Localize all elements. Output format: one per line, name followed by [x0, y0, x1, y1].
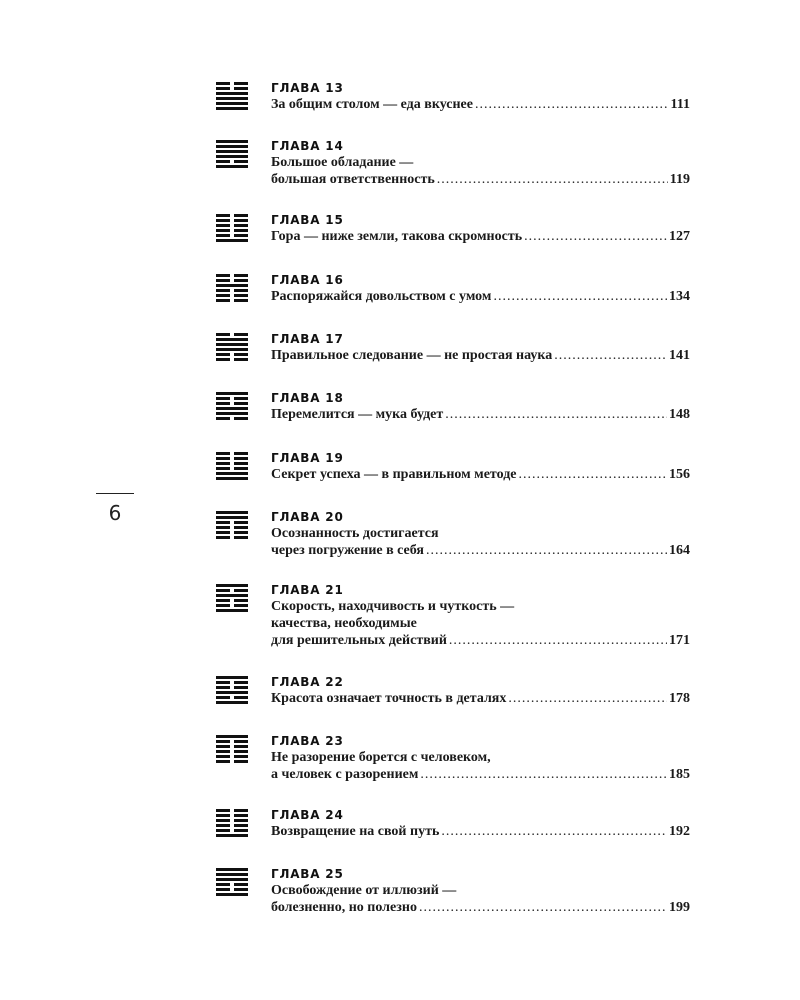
- chapter-title-line: болезненно, но полезно: [271, 900, 417, 915]
- hexagram-icon: [216, 584, 248, 614]
- page-number: 6: [108, 501, 122, 525]
- chapter-title-line: Освобождение от иллюзий —: [271, 883, 457, 898]
- chapter-title-line: Большое обладание —: [271, 155, 414, 170]
- chapter-page-number: 185: [669, 767, 690, 782]
- dot-leader: [524, 228, 667, 245]
- chapter-title-line: Гора — ниже земли, такова скромность: [271, 229, 523, 244]
- chapter-title-row: [271, 542, 690, 559]
- chapter-title-line: Правильное следование — не простая наука: [271, 348, 553, 363]
- hexagram-icon: [216, 511, 248, 541]
- hexagram-icon: [216, 809, 248, 839]
- chapter-label: ГЛАВА 15: [271, 213, 344, 227]
- chapter-title-line: Скорость, находчивость и чуткость —: [271, 599, 515, 614]
- chapter-title-line: через погружение в себя: [271, 543, 424, 558]
- dot-leader: [519, 466, 667, 483]
- dot-leader: [441, 823, 667, 840]
- dot-leader: [426, 542, 667, 559]
- chapter-label: ГЛАВА 16: [271, 273, 344, 287]
- chapter-page-number: 171: [669, 633, 690, 648]
- chapter-page-number: 199: [669, 900, 690, 915]
- chapter-page-number: 141: [669, 348, 690, 363]
- chapter-title-row: [271, 406, 690, 423]
- chapter-title-row: [271, 96, 690, 113]
- chapter-label: ГЛАВА 25: [271, 867, 344, 881]
- hexagram-icon: [216, 868, 248, 898]
- chapter-page-number: 148: [669, 407, 690, 422]
- chapter-label: ГЛАВА 18: [271, 391, 344, 405]
- chapter-title-line: качества, необходимые: [271, 616, 417, 631]
- chapter-title-row: [271, 823, 690, 840]
- chapter-title-row: [271, 171, 690, 188]
- chapter-title-line: а человек с разорением: [271, 767, 419, 782]
- hexagram-icon: [216, 392, 248, 422]
- dot-leader: [475, 96, 669, 113]
- chapter-label: ГЛАВА 21: [271, 583, 344, 597]
- hexagram-icon: [216, 452, 248, 482]
- chapter-label: ГЛАВА 20: [271, 510, 344, 524]
- chapter-title-line: большая ответственность: [271, 172, 435, 187]
- hexagram-icon: [216, 274, 248, 304]
- chapter-title-row: [271, 899, 690, 916]
- chapter-page-number: 164: [669, 543, 690, 558]
- chapter-title-line: Перемелится — мука будет: [271, 407, 444, 422]
- hexagram-icon: [216, 735, 248, 765]
- hexagram-icon: [216, 676, 248, 706]
- chapter-label: ГЛАВА 14: [271, 139, 344, 153]
- chapter-title-row: [271, 466, 690, 483]
- chapter-page-number: 178: [669, 691, 690, 706]
- dot-leader: [449, 632, 667, 649]
- chapter-title-row: [271, 690, 690, 707]
- chapter-label: ГЛАВА 23: [271, 734, 344, 748]
- chapter-title-line: Осознанность достигается: [271, 526, 439, 541]
- chapter-label: ГЛАВА 22: [271, 675, 344, 689]
- chapter-page-number: 156: [669, 467, 690, 482]
- chapter-page-number: 119: [669, 172, 690, 187]
- hexagram-icon: [216, 82, 248, 112]
- chapter-title-row: [271, 766, 690, 783]
- dot-leader: [445, 406, 667, 423]
- chapter-title-row: [271, 347, 690, 364]
- chapter-label: ГЛАВА 13: [271, 81, 344, 95]
- dot-leader: [437, 171, 668, 188]
- dot-leader: [420, 766, 667, 783]
- hexagram-icon: [216, 140, 248, 170]
- chapter-page-number: 192: [669, 824, 690, 839]
- dot-leader: [493, 288, 667, 305]
- hexagram-icon: [216, 333, 248, 363]
- dot-leader: [419, 899, 667, 916]
- chapter-page-number: 134: [669, 289, 690, 304]
- chapter-title-line: Красота означает точность в деталях: [271, 691, 507, 706]
- chapter-title-row: [271, 288, 690, 305]
- chapter-title-line: Не разорение борется с человеком,: [271, 750, 491, 765]
- chapter-title-line: Возвращение на свой путь: [271, 824, 440, 839]
- chapter-page-number: 111: [670, 97, 690, 112]
- chapter-label: ГЛАВА 24: [271, 808, 344, 822]
- chapter-label: ГЛАВА 19: [271, 451, 344, 465]
- chapter-title-line: За общим столом — еда вкуснее: [271, 97, 473, 112]
- chapter-title-row: [271, 632, 690, 649]
- chapter-title-line: Секрет успеха — в правильном методе: [271, 467, 517, 482]
- chapter-title-row: [271, 228, 690, 245]
- dot-leader: [508, 690, 667, 707]
- chapter-title-line: для решительных действий: [271, 633, 447, 648]
- chapter-label: ГЛАВА 17: [271, 332, 344, 346]
- page-number-rule: [96, 493, 134, 494]
- chapter-page-number: 127: [669, 229, 690, 244]
- chapter-title-line: Распоряжайся довольством с умом: [271, 289, 492, 304]
- hexagram-icon: [216, 214, 248, 244]
- dot-leader: [554, 347, 667, 364]
